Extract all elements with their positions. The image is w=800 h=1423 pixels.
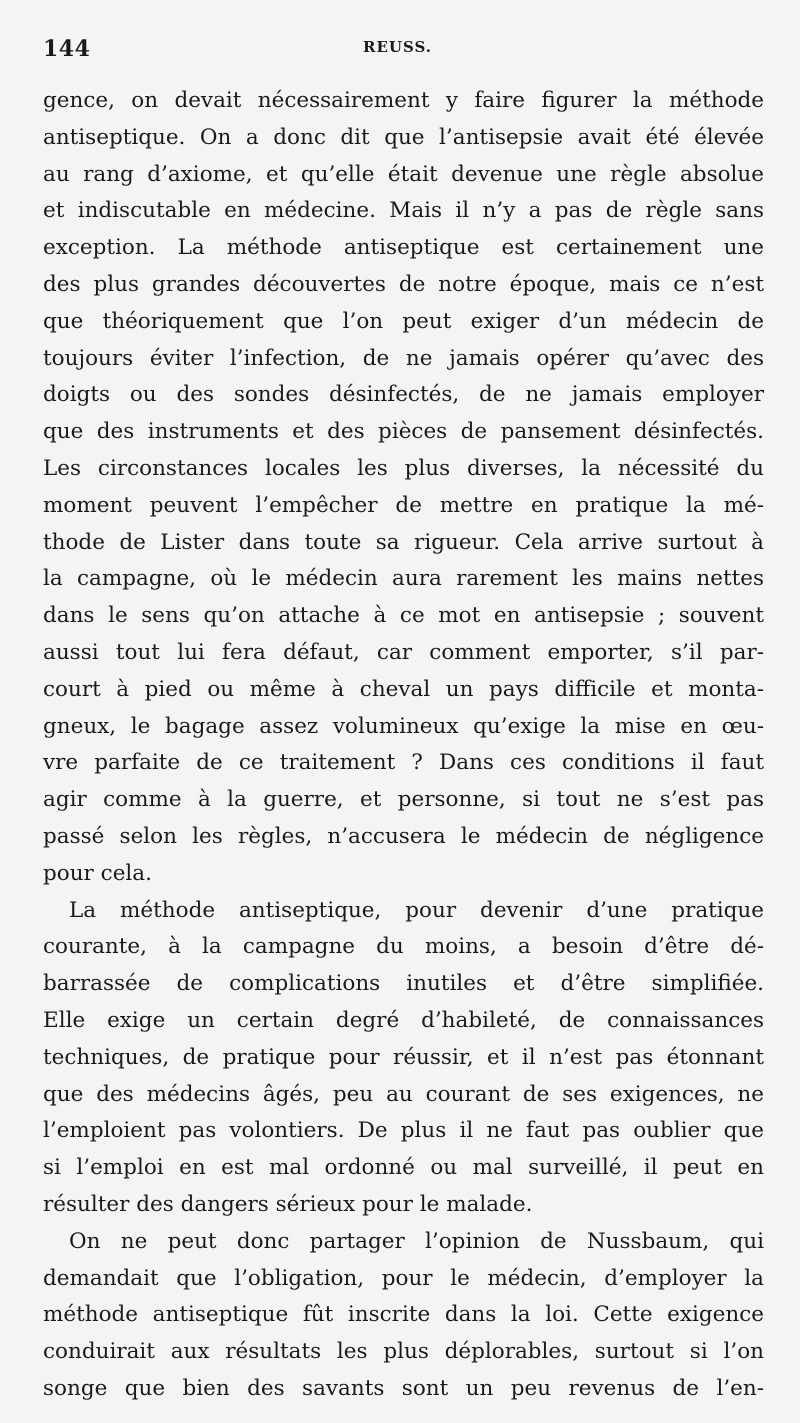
text-line: conduirait aux résultats les plus déplorables, surtout si l’on [43,1339,764,1365]
text-line: courante, à la campagne du moins, a besoin d’être dé- [43,934,764,960]
running-head: REUSS. [363,38,433,56]
text-line: passé selon les règles, n’accusera le médecin de négligence [43,823,764,849]
text-line: techniques, de pratique pour réussir, et il n’est pas étonnant [43,1044,764,1070]
text-line: Elle exige un certain degré d’habileté, de connaissances [43,1007,764,1033]
text-line: thode de Lister dans toute sa rigueur. Cela arrive surtout à [43,529,764,555]
text-line: La méthode antiseptique, pour devenir d’une pratique [69,897,764,923]
text-line: moment peuvent l’empêcher de mettre en pratique la mé- [43,492,764,518]
text-line: pour cela. [43,860,152,886]
text-line: gence, on devait nécessairement y faire figurer la méthode [43,88,764,113]
text-line: On ne peut donc partager l’opinion de Nussbaum, qui [69,1228,764,1254]
text-line: la campagne, où le médecin aura rarement les mains nettes [43,566,764,592]
text-line: résulter des dangers sérieux pour le malade. [43,1191,533,1217]
text-line: gneux, le bagage assez volumineux qu’exige la mise en œu- [43,713,764,739]
text-line: l’emploient pas volontiers. De plus il ne faut pas oublier que [43,1118,764,1144]
text-line: méthode antiseptique fût inscrite dans la loi. Cette exigence [43,1302,764,1328]
text-line: agir comme à la guerre, et personne, si tout ne s’est pas [43,787,764,813]
text-line: dans le sens qu’on attache à ce mot en antisepsie ; souvent [43,603,764,629]
text-line: que théoriquement que l’on peut exiger d’un médecin de [43,308,764,334]
text-line: au rang d’axiome, et qu’elle était devenue une règle absolue [43,161,764,187]
text-line: doigts ou des sondes désinfectés, de ne jamais employer [43,382,764,408]
text-line: barrassée de complications inutiles et d’être simplifiée. [43,971,764,997]
text-line: exception. La méthode antiseptique est certainement une [43,235,764,261]
text-line: songe que bien des savants sont un peu revenus de l’en- [43,1375,764,1401]
text-line: aussi tout lui fera défaut, car comment emporter, s’il par- [43,639,764,665]
text-line: si l’emploi en est mal ordonné ou mal surveillé, il peut en [43,1155,764,1181]
text-line: court à pied ou même à cheval un pays difficile et monta- [43,676,764,702]
page-number: 144 [43,36,91,62]
text-line: des plus grandes découvertes de notre époque, mais ce n’est [43,271,764,297]
text-line: Les circonstances locales les plus diverses, la nécessité du [43,455,764,481]
text-line: et indiscutable en médecine. Mais il n’y a pas de règle sans [43,198,764,224]
text-line: que des médecins âgés, peu au courant de ses exigences, ne [43,1081,764,1107]
text-line: demandait que l’obligation, pour le médecin, d’employer la [43,1265,764,1291]
text-line: que des instruments et des pièces de pansement désinfectés. [43,419,764,445]
page-header [43,28,764,78]
text-line: antiseptique. On a donc dit que l’antisepsie avait été élevée [43,124,764,150]
text-line: vre parfaite de ce traitement ? Dans ces conditions il faut [43,750,764,776]
text-line: toujours éviter l’infection, de ne jamais opérer qu’avec des [43,345,764,371]
body-text [43,83,764,1408]
